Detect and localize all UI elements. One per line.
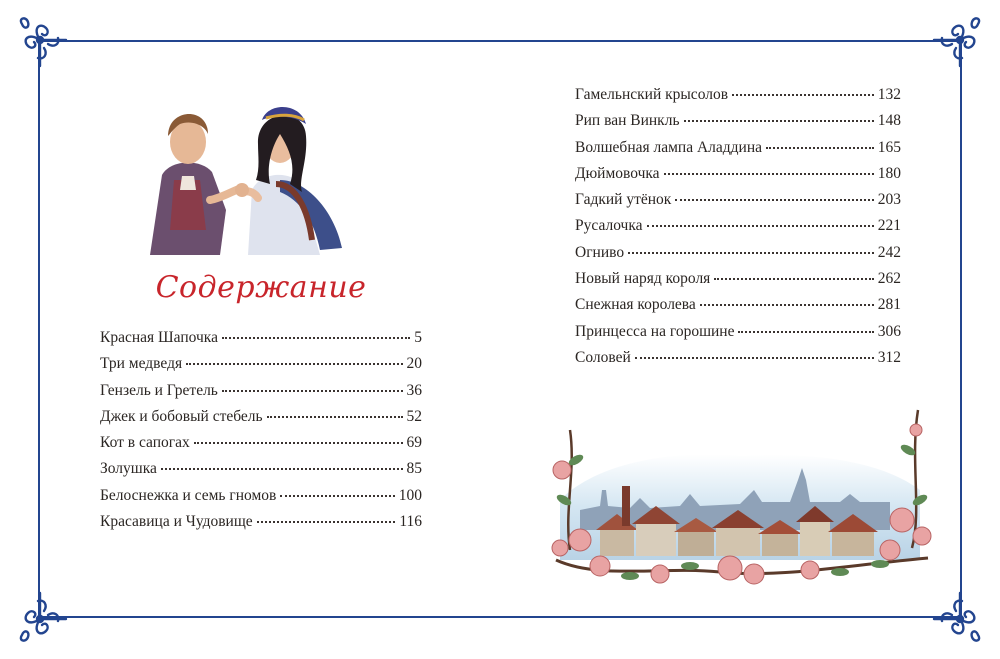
toc-item-page: 85 — [406, 460, 422, 478]
toc-item-title: Кот в сапогах — [100, 434, 190, 452]
toc-item-title: Гадкий утёнок — [575, 191, 672, 209]
toc-item[interactable] — [575, 349, 901, 375]
toc-item[interactable] — [100, 434, 422, 460]
toc-item[interactable] — [100, 513, 422, 539]
toc-leader — [766, 147, 874, 149]
toc-leader — [664, 173, 874, 175]
toc-item[interactable] — [575, 112, 901, 138]
toc-leader — [267, 416, 403, 418]
toc-item-page: 180 — [877, 164, 901, 182]
toc-item-title: Снежная королева — [575, 296, 696, 314]
toc-item-page: 132 — [877, 86, 901, 103]
toc-item-page: 100 — [398, 486, 422, 504]
toc-item-page: 165 — [877, 138, 901, 156]
toc-item-title: Гамельнский крысолов — [575, 86, 729, 103]
toc-leader — [186, 363, 402, 365]
toc-list-left — [100, 329, 422, 539]
toc-leader — [732, 94, 874, 96]
toc-leader — [675, 199, 873, 201]
toc-item-page: 20 — [406, 355, 422, 373]
toc-item-page: 116 — [399, 513, 422, 531]
toc-item[interactable] — [575, 244, 901, 270]
city-roses-illustration — [540, 390, 940, 590]
toc-leader — [684, 120, 874, 122]
toc-item-title: Джек и бобовый стебель — [100, 407, 263, 425]
toc-item-page: 306 — [877, 322, 901, 340]
toc-leader — [647, 225, 874, 227]
toc-item[interactable] — [575, 217, 901, 243]
toc-item-title: Красавица и Чудовище — [100, 513, 253, 531]
toc-item-title: Три медведя — [100, 355, 183, 373]
toc-item[interactable] — [575, 296, 901, 322]
toc-item[interactable] — [575, 86, 901, 112]
toc-item-page: 262 — [877, 270, 901, 288]
toc-item[interactable] — [100, 408, 422, 434]
toc-item[interactable] — [575, 191, 901, 217]
toc-item-title: Принцесса на горошине — [575, 322, 735, 340]
toc-leader — [738, 331, 873, 333]
toc-item[interactable] — [575, 323, 901, 349]
toc-leader — [222, 337, 410, 339]
couple-illustration — [130, 80, 350, 260]
toc-item[interactable] — [100, 460, 422, 486]
toc-item-page: 5 — [414, 329, 422, 346]
toc-leader — [714, 278, 873, 280]
toc-list-right — [575, 86, 901, 375]
toc-item-title: Гензель и Гретель — [100, 381, 218, 399]
toc-item-page: 281 — [877, 296, 901, 314]
ornament-corner-icon — [14, 14, 72, 72]
toc-item-page: 36 — [406, 381, 422, 399]
toc-item-page: 203 — [877, 191, 901, 209]
toc-leader — [194, 442, 403, 444]
toc-leader — [635, 357, 874, 359]
toc-item[interactable] — [575, 139, 901, 165]
toc-item-title: Дюймовочка — [575, 164, 660, 182]
toc-item-page: 69 — [406, 434, 422, 452]
toc-item-page: 242 — [877, 243, 901, 261]
toc-item-title: Русалочка — [575, 217, 643, 235]
toc-item[interactable] — [100, 329, 422, 355]
toc-leader — [700, 304, 874, 306]
toc-item-page: 221 — [877, 217, 901, 235]
toc-item-page: 148 — [877, 112, 901, 130]
ornament-corner-icon — [14, 587, 72, 645]
toc-item-page: 52 — [406, 407, 422, 425]
toc-item-title: Рип ван Винкль — [575, 112, 680, 130]
toc-item-title: Красная Шапочка — [100, 329, 218, 346]
toc-item[interactable] — [575, 165, 901, 191]
toc-leader — [257, 521, 396, 523]
toc-leader — [280, 495, 394, 497]
ornament-corner-icon — [928, 14, 986, 72]
toc-item-title: Новый наряд короля — [575, 270, 711, 288]
toc-item-title: Белоснежка и семь гномов — [100, 486, 277, 504]
toc-item[interactable] — [100, 382, 422, 408]
toc-item-title: Огниво — [575, 243, 625, 261]
toc-item-page: 312 — [877, 348, 901, 366]
toc-leader — [161, 468, 403, 470]
toc-item-title: Золушка — [100, 460, 157, 478]
toc-item[interactable] — [100, 355, 422, 381]
ornament-corner-icon — [928, 587, 986, 645]
toc-item[interactable] — [575, 270, 901, 296]
toc-leader — [222, 390, 403, 392]
toc-item-title: Волшебная лампа Аладдина — [575, 138, 763, 156]
page-title: Содержание — [155, 270, 367, 305]
toc-item[interactable] — [100, 487, 422, 513]
toc-leader — [628, 252, 874, 254]
toc-item-title: Соловей — [575, 348, 631, 366]
